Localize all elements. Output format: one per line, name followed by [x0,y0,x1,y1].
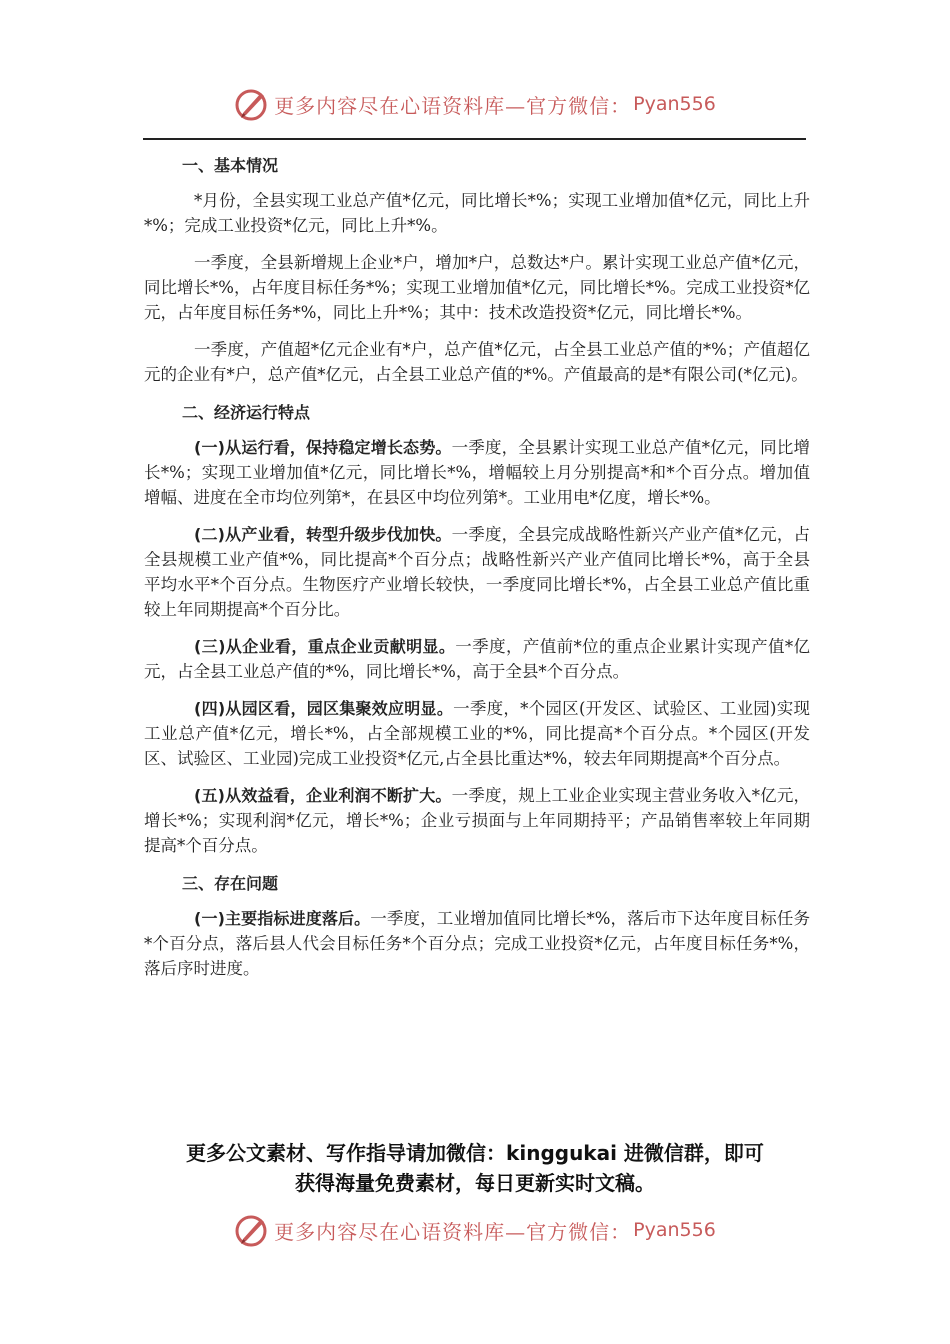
paragraph: (一)主要指标进度落后。一季度，工业增加值同比增长*%，落后市下达年度目标任务*个百分点，落后县人代会目标任务*个百分点；完成工业投资*亿元，占年度目标任务*%，落后序时进度。 [144,909,810,978]
footer-banner [0,1210,950,1250]
paragraph-lead: (二)从产业看，转型升级步伐加快。 [194,525,452,544]
paragraph-lead: (四)从园区看，园区集聚效应明显。 [194,699,454,718]
banner-text: 更多内容尽在心语资料库—官方微信： [274,93,632,118]
paragraph-lead: (一)从运行看，保持稳定增长态势。 [194,438,452,457]
promo-line-2: 获得海量免费素材，每日更新实时文稿。 [295,1171,655,1195]
header-rule [143,138,806,140]
document-body [144,152,810,993]
paragraph: 一季度，全县新增规上企业*户，增加*户，总数达*户。累计实现工业总产值*亿元，同比增长*%，占年度目标任务*%；实现工业增加值*亿元，同比增长*%。完成工业投资*亿元，占年度目标任务*%，同比上升*%；其中：技术改造投资*亿元，同比增长*%。 [144,253,810,322]
paragraph: (一)从运行看，保持稳定增长态势。一季度，全县累计实现工业总产值*亿元，同比增长*%；实现工业增加值*亿元，同比增长*%，增幅较上月分别提高*和*个百分点。增加值增幅、进度在全市均位列第*，在县区中均位列第*。工业用电*亿度，增长*%。 [144,438,810,507]
banner-id: Pyan556 [633,1219,716,1241]
pen-logo-icon [234,1212,270,1248]
paragraph-lead: (一)主要指标进度落后。 [194,909,371,928]
promo-line-1: 更多公文素材、写作指导请加微信：kinggukai 进微信群，即可 [186,1141,764,1165]
paragraph-lead: (五)从效益看，企业利润不断扩大。 [194,786,452,805]
paragraph-lead: (三)从企业看，重点企业贡献明显。 [194,637,456,656]
section-heading: 二、经济运行特点 [182,403,311,422]
pen-logo-icon [234,86,270,122]
paragraph: (五)从效益看，企业利润不断扩大。一季度，规上工业企业实现主营业务收入*亿元，增长*%；实现利润*亿元，增长*%；企业亏损面与上年同期持平；产品销售率较上年同期提高*个百分点。 [144,786,810,855]
promo-notice [100,1138,850,1198]
paragraph: 一季度，产值超*亿元企业有*户，总产值*亿元，占全县工业总产值的*%；产值超亿元的企业有*户，总产值*亿元，占全县工业总产值的*%。产值最高的是*有限公司(*亿元)。 [144,340,810,384]
paragraph: (四)从园区看，园区集聚效应明显。一季度，*个园区(开发区、试验区、工业园)实现工业总产值*亿元，增长*%，占全部规模工业的*%，同比提高*个百分点。*个园区(开发区、试验区、工业园)完成工业投资*亿元,占全县比重达*%，较去年同期提高*个百分点。 [144,699,810,768]
paragraph: (二)从产业看，转型升级步伐加快。一季度，全县完成战略性新兴产业产值*亿元，占全县规模工业产值*%，同比提高*个百分点；战略性新兴产业产值同比增长*%，高于全县平均水平*个百分点。生物医疗产业增长较快，一季度同比增长*%，占全县工业总产值比重较上年同期提高*个百分比。 [144,525,810,619]
section-heading: 三、存在问题 [182,874,279,893]
paragraph: *月份，全县实现工业总产值*亿元，同比增长*%；实现工业增加值*亿元，同比上升*%；完成工业投资*亿元，同比上升*%。 [144,191,810,235]
header-banner [0,84,950,124]
paragraph: (三)从企业看，重点企业贡献明显。一季度，产值前*位的重点企业累计实现产值*亿元，占全县工业总产值的*%，同比增长*%，高于全县*个百分点。 [144,637,810,681]
section-heading: 一、基本情况 [182,156,279,175]
banner-text: 更多内容尽在心语资料库—官方微信： [274,1219,632,1244]
banner-id: Pyan556 [633,93,716,115]
